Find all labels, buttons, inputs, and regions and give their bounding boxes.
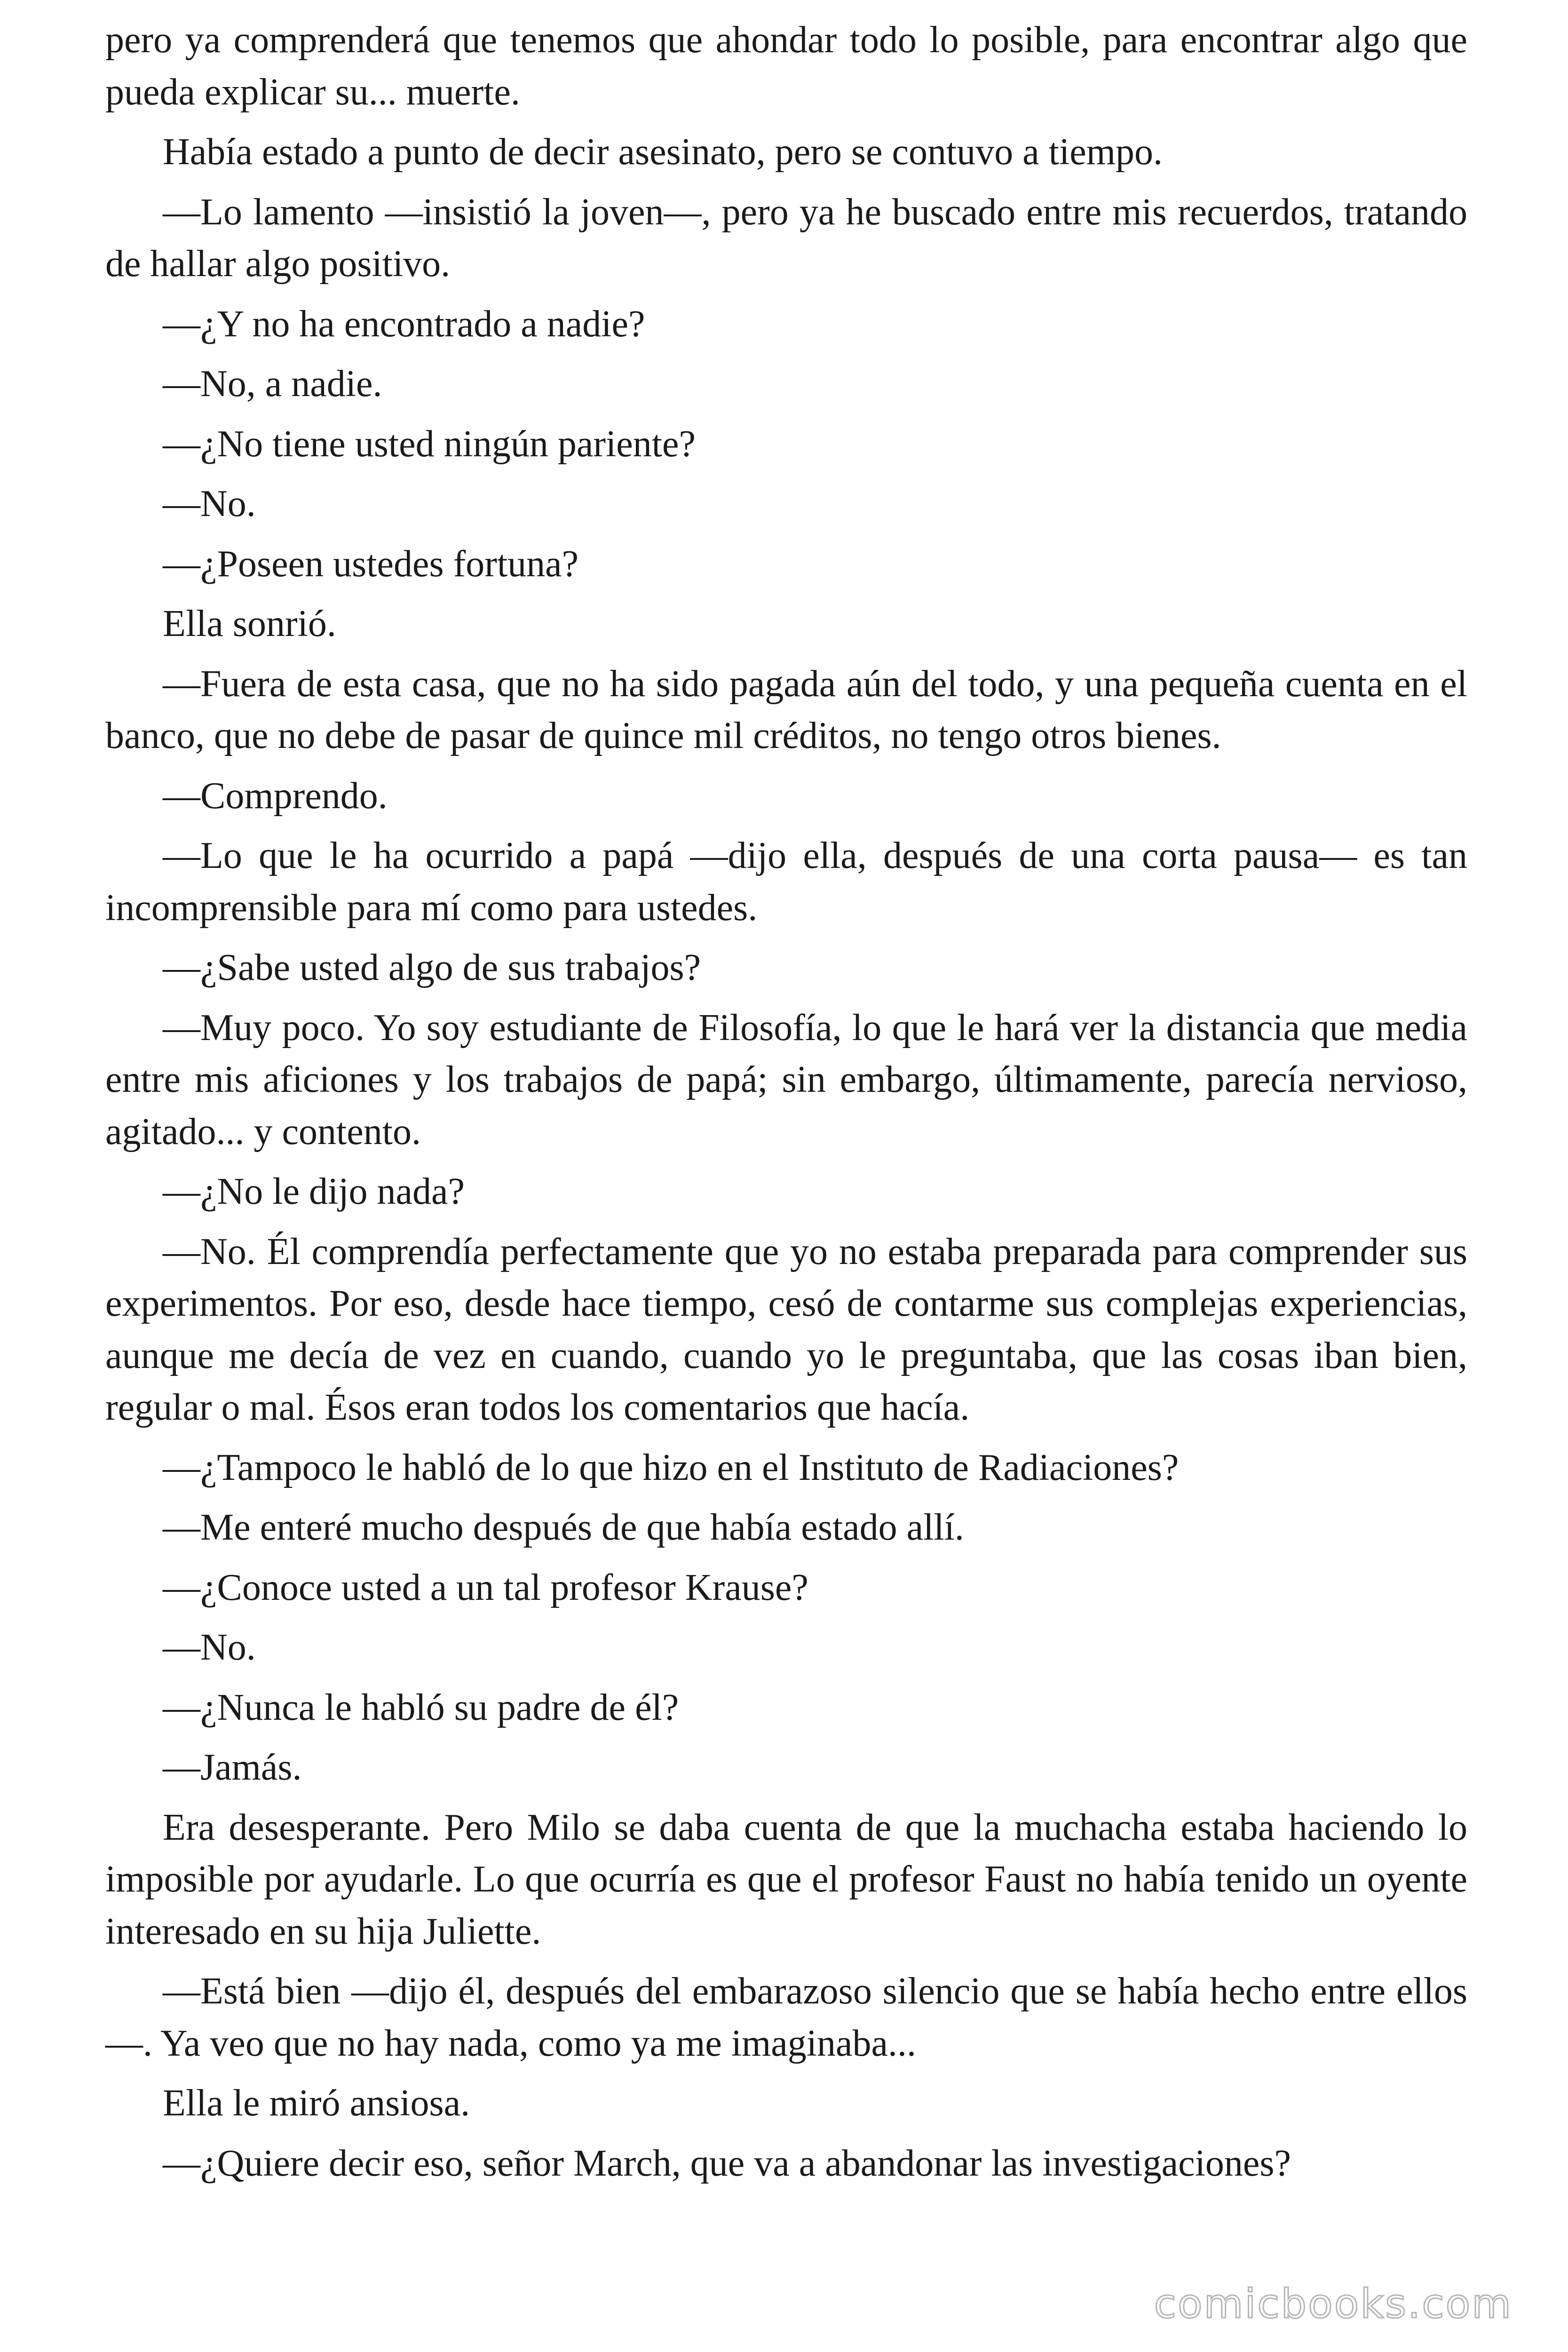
paragraph: —Muy poco. Yo soy estudiante de Filosofía, lo que le hará ver la distancia que media entre mis aficiones y los trabajos de papá; sin embargo, últimamente, parecía nervioso, agitado... y contento. (105, 1007, 1467, 1152)
paragraph: —¿Nunca le habló su padre de él? (163, 1686, 679, 1728)
paragraph: —¿No le dijo nada? (163, 1171, 465, 1212)
paragraph: Había estado a punto de decir asesinato, pero se contuvo a tiempo. (163, 131, 1163, 173)
paragraph: —¿Y no ha encontrado a nadie? (163, 303, 645, 345)
paragraph: —¿Quiere decir eso, señor March, que va a abandonar las investigaciones? (163, 2142, 1291, 2184)
paragraph: —¿Sabe usted algo de sus trabajos? (163, 947, 701, 988)
paragraph: —Fuera de esta casa, que no ha sido pagada aún del todo, y una pequeña cuenta en el banco, que no debe de pasar de quince mil créditos, no tengo otros bienes. (105, 663, 1467, 756)
paragraph: —¿Tampoco le habló de lo que hizo en el Instituto de Radiaciones? (163, 1446, 1179, 1488)
paragraph: —Comprendo. (163, 775, 388, 817)
paragraph: Ella sonrió. (163, 603, 336, 644)
paragraph: —Me enteré mucho después de que había estado allí. (163, 1507, 964, 1548)
paragraph: —Lo que le ha ocurrido a papá —dijo ella, después de una corta pausa— es tan incomprensible para mí como para ustedes. (105, 835, 1467, 929)
paragraph: pero ya comprenderá que tenemos que ahondar todo lo posible, para encontrar algo que pueda explicar su... muerte. (105, 19, 1467, 113)
paragraph: Ella le miró ansiosa. (163, 2082, 470, 2124)
paragraph: —Está bien —dijo él, después del embarazoso silencio que se había hecho entre ellos—. Ya veo que no hay nada, como ya me imaginaba... (105, 1971, 1467, 2064)
paragraph: —Jamás. (163, 1747, 302, 1788)
paragraph: —¿Conoce usted a un tal profesor Krause? (163, 1566, 808, 1608)
paragraph: —No. Él comprendía perfectamente que yo no estaba preparada para comprender sus experimentos. Por eso, desde hace tiempo, cesó de contarme sus complejas experiencias, aunque me decía de vez en cuando, cuando yo le preguntaba, que las cosas iban bien, regular o mal. Ésos eran todos los comentarios que hacía. (105, 1231, 1467, 1428)
page-body (105, 14, 1467, 2197)
paragraph: —Lo lamento —insistió la joven—, pero ya he buscado entre mis recuerdos, tratando de hallar algo positivo. (105, 191, 1467, 285)
paragraph: —No. (163, 1627, 256, 1668)
paragraph: —No, a nadie. (163, 363, 382, 405)
paragraph: —¿Poseen ustedes fortuna? (163, 543, 579, 585)
paragraph: Era desesperante. Pero Milo se daba cuenta de que la muchacha estaba haciendo lo imposible por ayudarle. Lo que ocurría es que el profesor Faust no había tenido un oyente interesado en su hija Juliette. (105, 1806, 1467, 1952)
paragraph: —No. (163, 483, 256, 524)
paragraph: —¿No tiene usted ningún pariente? (163, 423, 696, 465)
watermark-logo: comicbooks.com (1154, 2280, 1513, 2328)
